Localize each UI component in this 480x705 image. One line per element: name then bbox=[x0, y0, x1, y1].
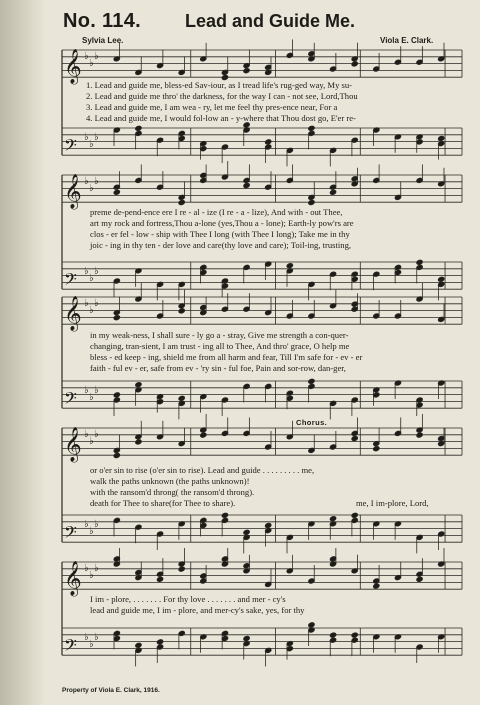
note-head bbox=[329, 189, 336, 195]
note-head bbox=[243, 529, 250, 535]
note-head bbox=[286, 263, 293, 269]
flat-icon: ♭ bbox=[94, 429, 99, 440]
lyric-line: preme de-pend-ence ere I re - al - ize (I re - a - lize), And with - out Thee, bbox=[90, 207, 343, 217]
note-head bbox=[135, 125, 142, 131]
lyric-line: faith - ful ev - er, safe from ev - 'ry sin - ful foe, Pain and sor-row, dan-ger, bbox=[90, 363, 346, 373]
note-head bbox=[265, 522, 272, 528]
note-head bbox=[265, 139, 272, 145]
lyric-line: in my weak-ness, I shall sure - ly go a - stray, Give me strength a con-quer- bbox=[90, 330, 349, 340]
treble-clef-icon: 𝄞 bbox=[64, 427, 82, 463]
flat-icon: ♭ bbox=[89, 58, 94, 69]
note-head bbox=[351, 61, 358, 67]
flat-icon: ♭ bbox=[89, 273, 94, 284]
flat-icon: ♭ bbox=[84, 51, 89, 62]
note-head bbox=[416, 576, 423, 582]
hymn-title: Lead and Guide Me. bbox=[185, 11, 356, 31]
lyricist-credit: Sylvia Lee. bbox=[82, 36, 124, 45]
note-head bbox=[351, 632, 358, 638]
flat-icon: ♭ bbox=[84, 632, 89, 643]
copyright-notice: Property of Viola E. Clark, 1916. bbox=[62, 687, 160, 694]
treble-clef-icon: 𝄞 bbox=[64, 296, 82, 332]
lyric-line: walk the paths unknown (the paths unknown)! bbox=[90, 476, 250, 486]
chorus-label: Chorus. bbox=[296, 418, 328, 427]
lyric-line: I im - plore, . . . . . . . For thy love . . . . . . . and mer - cy's bbox=[90, 594, 286, 604]
flat-icon: ♭ bbox=[89, 392, 94, 403]
flat-icon: ♭ bbox=[89, 183, 94, 194]
note-head bbox=[329, 516, 336, 522]
bass-clef-icon: 𝄢 bbox=[64, 135, 77, 160]
note-head bbox=[416, 259, 423, 265]
flat-icon: ♭ bbox=[94, 563, 99, 574]
flat-icon: ♭ bbox=[94, 385, 99, 396]
lyric-line: 3. Lead and guide me, I am wea - ry, let me feel thy pres-ence near, For a bbox=[86, 102, 338, 112]
note-head bbox=[178, 395, 185, 401]
composer-credit: Viola E. Clark. bbox=[380, 36, 434, 45]
flat-icon: ♭ bbox=[84, 176, 89, 187]
lyric-line: 4. Lead and guide me, I would fol-low an - y-where that Thou dost go, E'er re- bbox=[86, 113, 356, 123]
note-head bbox=[221, 512, 228, 518]
treble-clef-icon: 𝄞 bbox=[64, 561, 82, 597]
lyric-line: with the ransom'd throng( the ransom'd throng). bbox=[90, 487, 255, 497]
bass-clef-icon: 𝄢 bbox=[64, 522, 77, 547]
flat-icon: ♭ bbox=[84, 563, 89, 574]
note-head bbox=[156, 639, 163, 645]
flat-icon: ♭ bbox=[94, 632, 99, 643]
note-head bbox=[200, 432, 207, 438]
lyric-line: art my rock and fortress,Thou a-lone (yes,Thou a - lone); Earth-ly pow'rs are bbox=[90, 218, 354, 228]
flat-icon: ♭ bbox=[94, 51, 99, 62]
note-head bbox=[113, 189, 120, 195]
note-head bbox=[351, 512, 358, 518]
lyric-line: or o'er sin to rise (o'er sin to rise). Lead and guide . . . . . . . . . me, bbox=[90, 465, 315, 475]
bass-clef-icon: 𝄢 bbox=[64, 635, 77, 660]
note-head bbox=[178, 308, 185, 314]
lyric-line: bless - ed keep - ing, shield me from all harm and fear, Till I'm safe for - ev - er bbox=[90, 352, 363, 362]
note-head bbox=[135, 642, 142, 648]
lyric-line: clos - er fel - low - ship with Thee I long (with Thee I long); Take me in thy bbox=[90, 229, 350, 239]
flat-icon: ♭ bbox=[84, 298, 89, 309]
flat-icon: ♭ bbox=[89, 526, 94, 537]
note-head bbox=[438, 276, 445, 282]
treble-clef-icon: 𝄞 bbox=[64, 49, 82, 85]
note-head bbox=[156, 576, 163, 582]
flat-icon: ♭ bbox=[94, 132, 99, 143]
bass-clef-icon: 𝄢 bbox=[64, 388, 77, 413]
note-head bbox=[351, 435, 358, 441]
note-head bbox=[438, 135, 445, 141]
treble-clef-icon: 𝄞 bbox=[64, 174, 82, 210]
note-head bbox=[113, 392, 120, 398]
lyric-line: joic - ing in thy ten - der love and care(thy love and care); Toil-ing, trusting, bbox=[90, 240, 352, 250]
note-head bbox=[243, 68, 250, 74]
flat-icon: ♭ bbox=[89, 139, 94, 150]
hymn-number: No. 114. bbox=[63, 10, 141, 32]
note-head bbox=[135, 439, 142, 445]
note-head bbox=[308, 199, 315, 205]
note-head bbox=[243, 182, 250, 188]
note-head bbox=[308, 378, 315, 384]
note-head bbox=[308, 622, 315, 628]
lyric-line: lead and guide me, I im - plore, and mer-cy's sake, yes, for thy bbox=[90, 605, 305, 615]
flat-icon: ♭ bbox=[84, 519, 89, 530]
lyric-line: me, I im-plore, Lord, bbox=[356, 498, 429, 508]
flat-icon: ♭ bbox=[94, 519, 99, 530]
note-head bbox=[308, 125, 315, 131]
flat-icon: ♭ bbox=[84, 385, 89, 396]
flat-icon: ♭ bbox=[84, 266, 89, 277]
flat-icon: ♭ bbox=[89, 570, 94, 581]
note-head bbox=[373, 446, 380, 452]
note-head bbox=[416, 432, 423, 438]
note-head bbox=[178, 199, 185, 205]
lyric-line: death for Thee to share(for Thee to share). bbox=[90, 498, 236, 508]
flat-icon: ♭ bbox=[84, 429, 89, 440]
flat-icon: ♭ bbox=[94, 298, 99, 309]
note-head bbox=[373, 583, 380, 589]
lyric-line: 1. Lead and guide me, bless-ed Sav-iour, as I tread life's rug-ged way, My su- bbox=[86, 80, 353, 90]
note-head bbox=[113, 315, 120, 321]
lyric-line: 2. Lead and guide me thro' the darkness, for the way I can - not see, Lord,Thou bbox=[86, 91, 358, 101]
note-head bbox=[135, 382, 142, 388]
note-head bbox=[329, 632, 336, 638]
flat-icon: ♭ bbox=[89, 436, 94, 447]
flat-icon: ♭ bbox=[94, 176, 99, 187]
note-head bbox=[178, 566, 185, 572]
flat-icon: ♭ bbox=[94, 266, 99, 277]
flat-icon: ♭ bbox=[89, 639, 94, 650]
note-head bbox=[243, 635, 250, 641]
bass-clef-icon: 𝄢 bbox=[64, 269, 77, 294]
lyric-line: changing, tran-sient, I am trust - ing all to Thee, And thro' grace, O help me bbox=[90, 341, 350, 351]
note-head bbox=[113, 452, 120, 458]
flat-icon: ♭ bbox=[89, 305, 94, 316]
flat-icon: ♭ bbox=[84, 132, 89, 143]
